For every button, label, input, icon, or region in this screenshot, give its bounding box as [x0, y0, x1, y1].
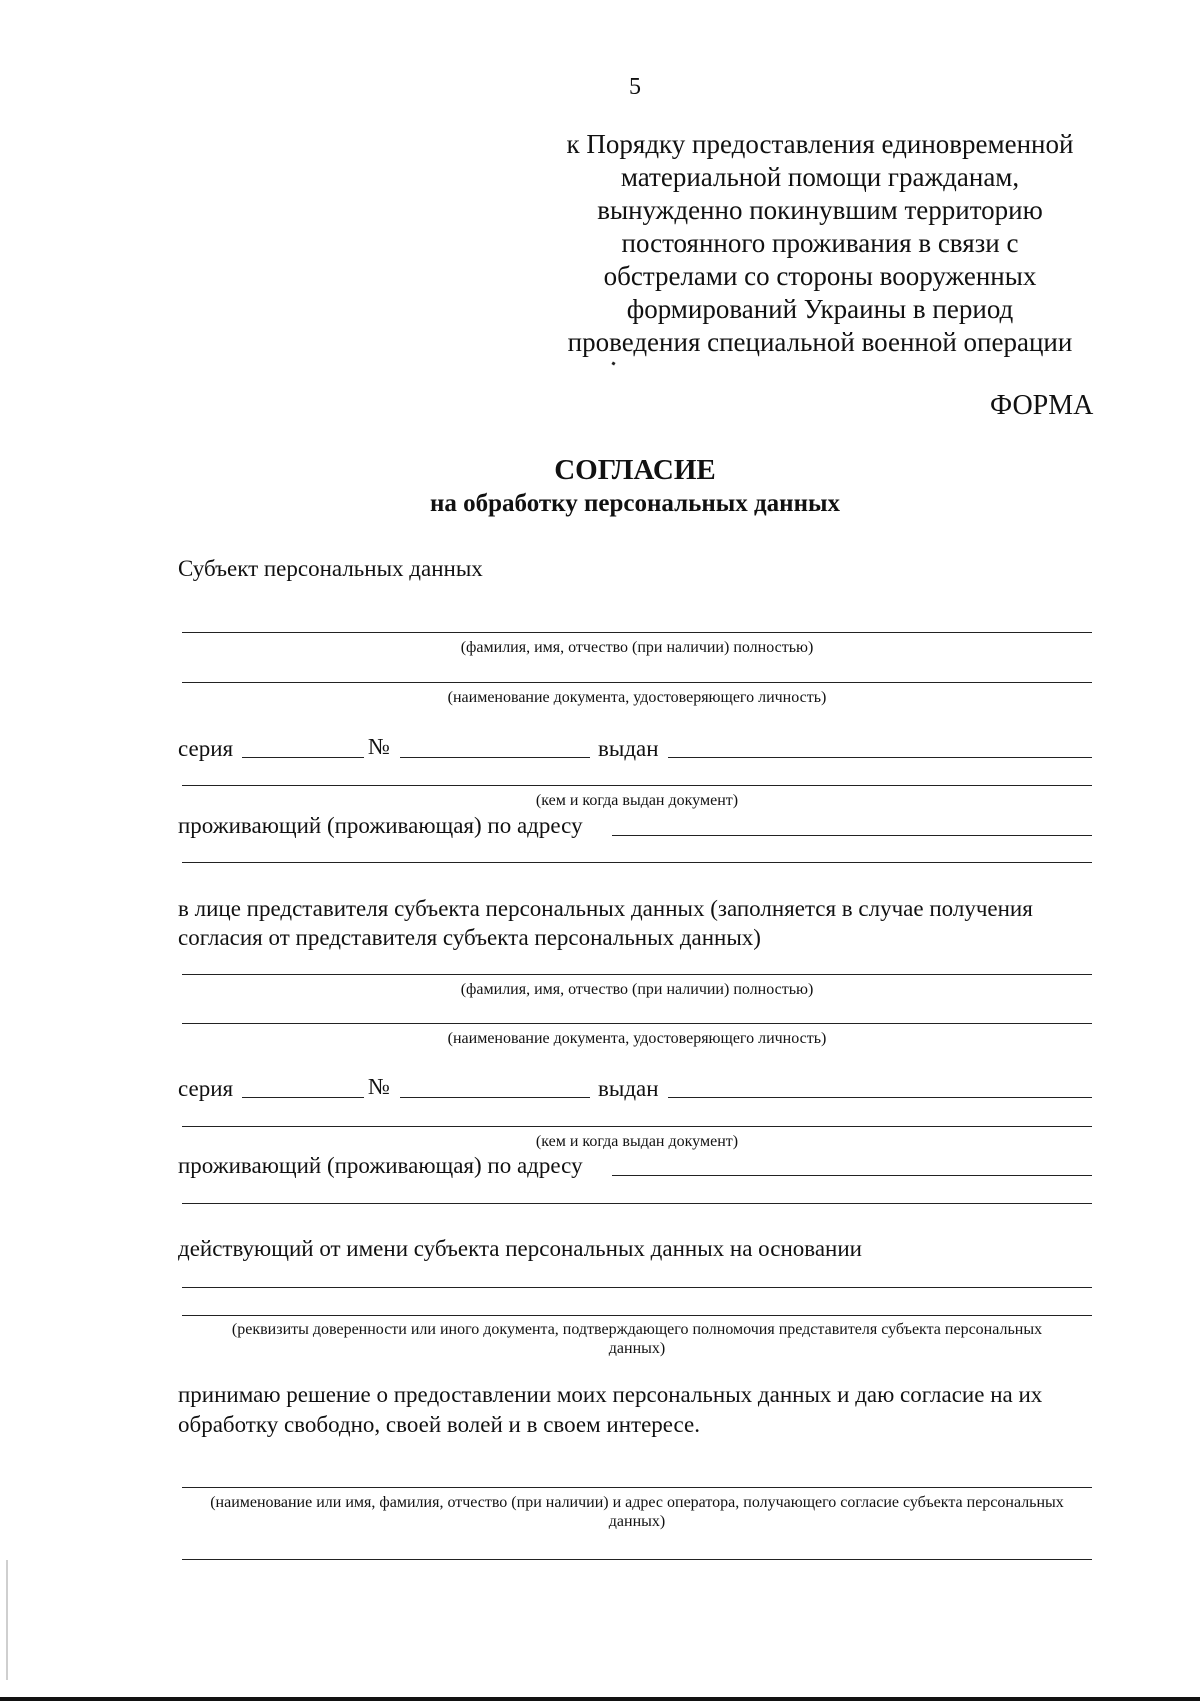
appendix-line: к Порядку предоставления единовременной [566, 129, 1074, 159]
address-label: проживающий (проживающая) по адресу [178, 1153, 583, 1178]
representative-fio-field[interactable] [182, 974, 1092, 975]
document-subtitle: на обработку персональных данных [430, 490, 840, 517]
acting-text: действующий от имени субъекта персональных данных на основании [178, 1236, 862, 1261]
subject-fio-field[interactable] [182, 632, 1092, 633]
issued-label: выдан [598, 736, 659, 761]
operator-field-2[interactable] [182, 1559, 1092, 1560]
series-label: серия [178, 736, 234, 761]
appendix-line: обстрелами со стороны вооруженных [603, 261, 1037, 291]
representative-series-field[interactable] [242, 1097, 364, 1098]
address-label: проживающий (проживающая) по адресу [178, 813, 583, 838]
power-document-field[interactable] [182, 1287, 1092, 1288]
representative-address-field[interactable] [612, 1175, 1092, 1176]
subject-label: Субъект персональных данных [178, 556, 483, 581]
caption-issued-by: (кем и когда выдан документ) [535, 1133, 739, 1150]
form-label: ФОРМА [990, 390, 1094, 421]
subject-address-field[interactable] [612, 835, 1092, 836]
representative-address-field-2[interactable] [182, 1203, 1092, 1204]
caption-fio: (фамилия, имя, отчество (при наличии) полностью) [460, 639, 814, 656]
caption-fio: (фамилия, имя, отчество (при наличии) полностью) [460, 981, 814, 998]
caption-operator: (наименование или имя, фамилия, отчество (при наличии) и адрес оператора, получающего согласие субъекта персональных данных) [210, 1494, 1064, 1530]
appendix-reference [540, 128, 1100, 359]
number-label: № [368, 734, 390, 759]
operator-field[interactable] [182, 1487, 1092, 1488]
subject-issued-by-field[interactable] [182, 785, 1092, 786]
caption-document: (наименование документа, удостоверяющего личность) [447, 1030, 827, 1047]
scan-bottom-edge [0, 1697, 1200, 1701]
series-label: серия [178, 1076, 234, 1101]
issued-label: выдан [598, 1076, 659, 1101]
number-label: № [368, 1074, 390, 1099]
document-title: СОГЛАСИЕ [554, 454, 716, 486]
appendix-line: проведения специальной военной операции [567, 327, 1073, 357]
representative-issued-field[interactable] [668, 1097, 1092, 1098]
representative-text: в лице представителя субъекта персональных данных (заполняется в случае получения согласия от представителя субъекта персональных данных) [178, 896, 1033, 950]
subject-document-field[interactable] [182, 682, 1092, 683]
subject-number-field[interactable] [400, 757, 590, 758]
representative-document-field[interactable] [182, 1023, 1092, 1024]
caption-issued-by: (кем и когда выдан документ) [535, 792, 739, 809]
subject-issued-field[interactable] [668, 757, 1092, 758]
page-number: 5 [629, 74, 641, 100]
scan-edge [6, 1560, 8, 1680]
subject-series-field[interactable] [242, 757, 364, 758]
subject-address-field-2[interactable] [182, 862, 1092, 863]
caption-power-document: (реквизиты доверенности или иного документа, подтверждающего полномочия представителя субъекта персональных данных) [231, 1321, 1043, 1357]
scan-mark [611, 361, 615, 365]
representative-number-field[interactable] [400, 1097, 590, 1098]
caption-document: (наименование документа, удостоверяющего личность) [447, 689, 827, 706]
appendix-line: вынужденно покинувшим территорию [597, 195, 1043, 225]
power-document-field-2[interactable] [182, 1315, 1092, 1316]
decision-text: принимаю решение о предоставлении моих персональных данных и даю согласие на их обработку свободно, своей волей и в своем интересе. [178, 1382, 1043, 1437]
appendix-line: формирований Украины в период [626, 294, 1014, 324]
appendix-line: материальной помощи гражданам, [620, 162, 1020, 192]
appendix-line: постоянного проживания в связи с [621, 228, 1019, 258]
representative-issued-by-field[interactable] [182, 1126, 1092, 1127]
